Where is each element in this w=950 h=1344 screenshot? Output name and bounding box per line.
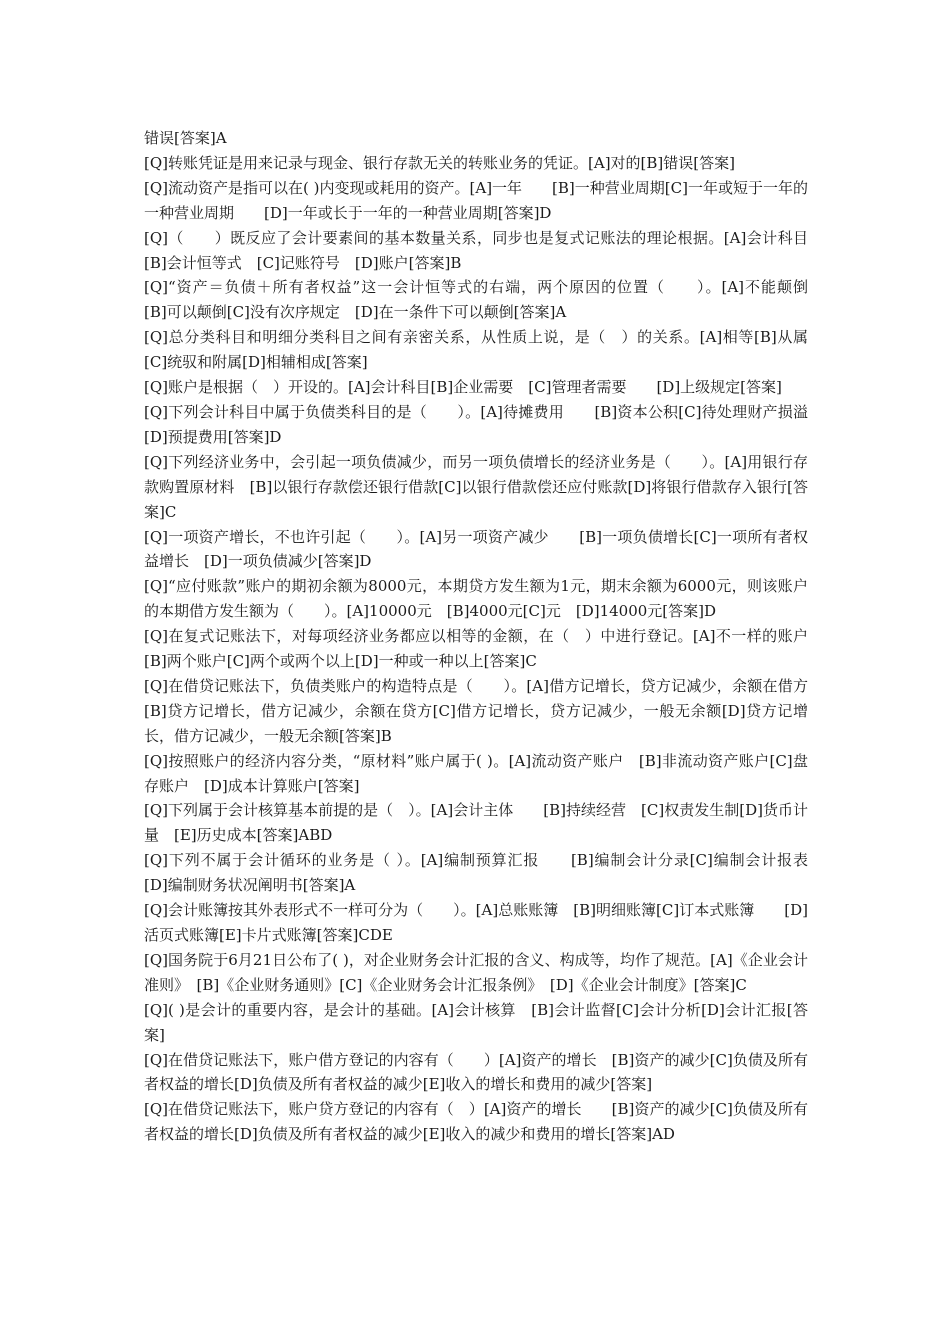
question-item: [Q]下列经济业务中，会引起一项负债减少，而另一项负债增长的经济业务是（ ）。[A]用银行存款购置原材料 [B]以银行存款偿还银行借款[C]以银行借款偿还应付账款[D]将银行借款存入银行[答案]C (144, 452, 808, 521)
question-item: [Q]账户是根据（ ）开设的。[A]会计科目[B]企业需要 [C]管理者需要 [D]上级规定[答案] (144, 378, 782, 397)
document-body (144, 126, 839, 1147)
question-item: [Q]在借贷记账法下，账户借方登记的内容有（ ）[A]资产的增长 [B]资产的减少[C]负债及所有者权益的增长[D]负债及所有者权益的减少[E]收入的增长和费用的减少[答案] (144, 1050, 808, 1094)
question-item: [Q]“应付账款”账户的期初余额为8000元，本期贷方发生额为1元，期末余额为6000元，则该账户的本期借方发生额为（ ）。[A]10000元 [B]4000元[C]元 [D]14000元[答案]D (144, 577, 808, 621)
question-item: [Q]会计账簿按其外表形式不一样可分为（ ）。[A]总账账簿 [B]明细账簿[C]订本式账簿 [D]活页式账簿[E]卡片式账簿[答案]CDE (144, 901, 808, 944)
question-item: [Q]一项资产增长，不也许引起（ ）。[A]另一项资产减少 [B]一项负债增长[C]一项所有者权益增长 [D]一项负债减少[答案]D (144, 527, 808, 571)
question-item: [Q]在借贷记账法下，账户贷方登记的内容有（ ）[A]资产的增长 [B]资产的减少[C]负债及所有者权益的增长[D]负债及所有者权益的减少[E]收入的减少和费用的增长[答案]AD (144, 1100, 808, 1144)
question-item: [Q]（ ）既反应了会计要素间的基本数量关系，同步也是复式记账法的理论根据。[A]会计科目 [B]会计恒等式 [C]记账符号 [D]账户[答案]B (144, 228, 824, 272)
question-item: [Q]在复式记账法下，对每项经济业务都应以相等的金额，在（ ）中进行登记。[A]不一样的账户 [B]两个账户[C]两个或两个以上[D]一种或一种以上[答案]C (144, 627, 839, 671)
question-item: [Q]“资产＝负债＋所有者权益”这一会计恒等式的右端，两个原因的位置（ ）。[A]不能颠倒 [B]可以颠倒[C]没有次序规定 [D]在一条件下可以颠倒[答案]A (144, 278, 839, 322)
question-item: [Q]流动资产是指可以在( )内变现或耗用的资产。[A]一年 [B]一种营业周期[C]一年或短于一年的一种营业周期 [D]一年或长于一年的一种营业周期[答案]D (144, 178, 808, 222)
question-item: [Q]下列会计科目中属于负债类科目的是（ ）。[A]待摊费用 [B]资本公积[C]待处理财产损溢 [D]预提费用[答案]D (144, 402, 839, 446)
question-item: [Q]下列不属于会计循环的业务是（ ）。[A]编制预算汇报 [B]编制会计分录[C]编制会计报表 [D]编制财务状况阐明书[答案]A (144, 851, 839, 895)
question-item: [Q]国务院于6月21日公布了( )，对企业财务会计汇报的含义、构成等，均作了规范。[A]《企业会计准则》 [B]《企业财务通则》[C]《企业财务会计汇报条例》 [D]《企业会计制度》[答案]C (144, 950, 808, 994)
question-item: [Q]在借贷记账法下，负债类账户的构造特点是（ ）。[A]借方记增长，贷方记减少，余额在借方[B]贷方记增长，借方记减少，余额在贷方[C]借方记增长，贷方记减少，一般无余额[D]贷方记增长，借方记减少，一般无余额[答案]B (144, 676, 808, 745)
question-item: [Q]转账凭证是用来记录与现金、银行存款无关的转账业务的凭证。[A]对的[B]错误[答案] (144, 153, 735, 172)
question-item: [Q]下列属于会计核算基本前提的是（ ）。[A]会计主体 [B]持续经营 [C]权责发生制[D]货币计量 [E]历史成本[答案]ABD (144, 801, 808, 845)
text-paragraph: 错误[答案]A (144, 129, 227, 147)
question-item: [Q]按照账户的经济内容分类，“原材料”账户属于( )。[A]流动资产账户 [B]非流动资产账户[C]盘存账户 [D]成本计算账户[答案] (144, 751, 808, 795)
question-item: [Q]总分类科目和明细分类科目之间有亲密关系，从性质上说，是（ ）的关系。[A]相等[B]从属 [C]统驭和附属[D]相辅相成[答案] (144, 328, 824, 372)
question-item: [Q]( )是会计的重要内容，是会计的基础。[A]会计核算 [B]会计监督[C]会计分析[D]会计汇报[答案] (144, 1000, 808, 1044)
